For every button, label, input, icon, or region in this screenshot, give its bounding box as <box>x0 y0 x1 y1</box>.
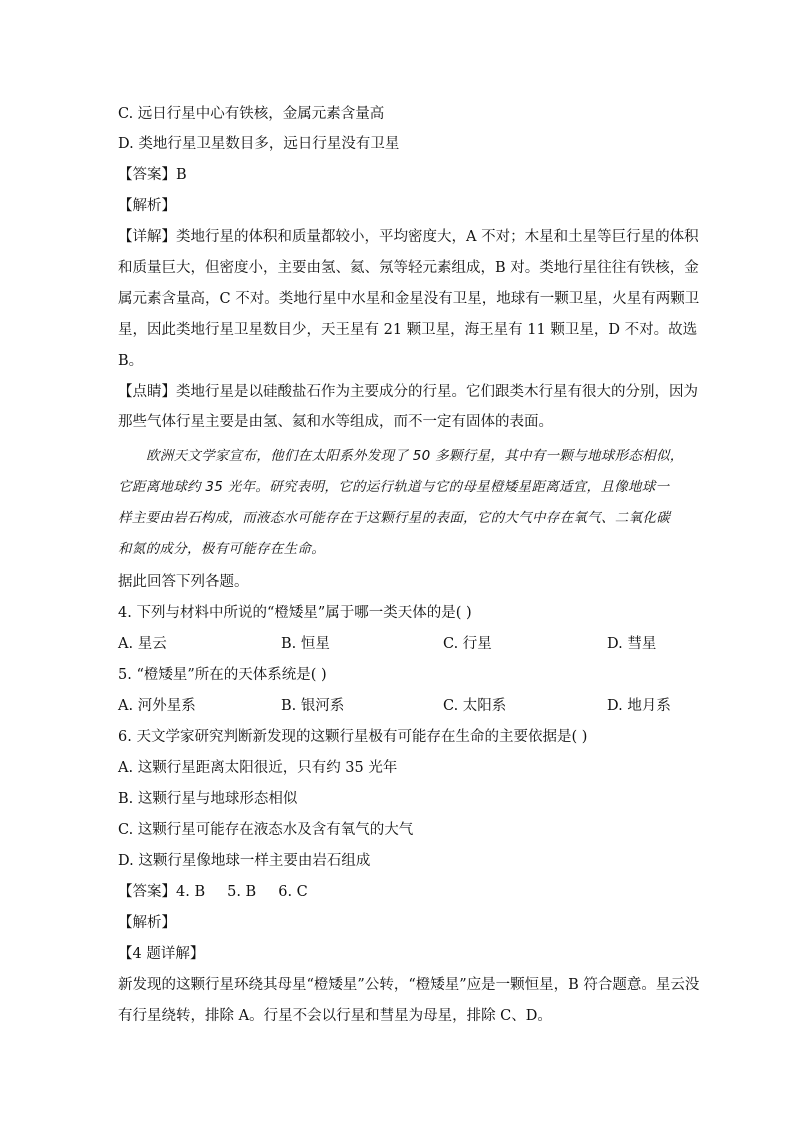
question-4-options <box>118 634 698 654</box>
q6-option-a: A. 这颗行星距离太阳很近，只有约 35 光年 <box>118 760 398 776</box>
q3-detail-line: 星，因此类地行星卫星数目少，天王星有 21 颗卫星，海王星有 11 颗卫星，D 不对。故选 <box>118 322 698 338</box>
q4-option-d: D. 彗星 <box>607 636 657 652</box>
q4-option-a: A. 星云 <box>118 636 167 652</box>
question-6: 6. 天文学家研究判断新发现的这颗行星极有可能存在生命的主要依据是( ) <box>118 729 588 745</box>
q3-detail-line: 【详解】类地行星的体积和质量都较小，平均密度大，A 不对；木星和土星等巨行星的体积 <box>118 229 699 245</box>
question-5: 5. “橙矮星”所在的天体系统是( ) <box>118 667 327 683</box>
q4-option-c: C. 行星 <box>443 636 492 652</box>
q3-option-c: C. 远日行星中心有铁核，金属元素含量高 <box>118 106 385 122</box>
q4-option-b: B. 恒星 <box>281 636 330 652</box>
question-prompt: 据此回答下列各题。 <box>118 574 249 590</box>
reading-passage-line: 它距离地球约 35 光年。研究表明，它的运行轨道与它的母星橙矮星距离适宜，且像地球一 <box>118 479 670 495</box>
q4-detail-heading: 【4 题详解】 <box>118 946 205 962</box>
q5-option-b: B. 银河系 <box>281 698 345 714</box>
q4-detail-line: 新发现的这颗行星环绕其母星“橙矮星”公转，“橙矮星”应是一颗恒星，B 符合题意。星云没 <box>118 977 700 993</box>
q5-option-c: C. 太阳系 <box>443 698 507 714</box>
q3-detail-line: 和质量巨大，但密度小，主要由氢、氦、氖等轻元素组成，B 对。类地行星往往有铁核，金 <box>118 260 699 276</box>
answer-4: 4. B <box>176 884 206 900</box>
q3-answer: 【答案】B <box>118 167 187 183</box>
q6-option-b: B. 这颗行星与地球形态相似 <box>118 791 298 807</box>
q6-option-d: D. 这颗行星像地球一样主要由岩石组成 <box>118 853 371 869</box>
reading-passage-line: 和氮的成分，极有可能存在生命。 <box>118 541 325 557</box>
answer-label: 【答案】 <box>118 884 176 900</box>
q6-option-c: C. 这颗行星可能存在液态水及含有氧气的大气 <box>118 822 414 838</box>
q3-detail-line: 属元素含量高，C 不对。类地行星中水星和金星没有卫星，地球有一颗卫星，火星有两颗卫 <box>118 291 700 307</box>
question-4: 4. 下列与材料中所说的“橙矮星”属于哪一类天体的是( ) <box>118 605 472 621</box>
q3-analysis-heading: 【解析】 <box>118 198 176 214</box>
reading-passage-line: 样主要由岩石构成，而液态水可能存在于这颗行星的表面，它的大气中存在氧气、二氧化碳 <box>118 510 670 526</box>
q3-detail-line: B。 <box>118 353 144 369</box>
q3-option-d: D. 类地行星卫星数目多，远日行星没有卫星 <box>118 136 400 152</box>
q5-option-d: D. 地月系 <box>607 698 671 714</box>
q3-tip-line: 【点睛】类地行星是以硅酸盐石作为主要成分的行星。它们跟类木行星有很大的分别，因为 <box>118 384 698 400</box>
answer-5: 5. B <box>227 884 257 900</box>
reading-passage-line: 欧洲天文学家宣布，他们在太阳系外发现了 50 多颗行星，其中有一颗与地球形态相似， <box>146 448 684 464</box>
q3-tip-line: 那些气体行星主要是由氢、氦和水等组成，而不一定有固体的表面。 <box>118 414 553 430</box>
q5-option-a: A. 河外星系 <box>118 698 196 714</box>
analysis-heading: 【解析】 <box>118 915 176 931</box>
answers-4-6 <box>118 882 688 902</box>
q4-detail-line: 有行星绕转，排除 A。行星不会以行星和彗星为母星，排除 C、D。 <box>118 1008 552 1024</box>
question-5-options <box>118 696 698 716</box>
answer-6: 6. C <box>278 884 308 900</box>
